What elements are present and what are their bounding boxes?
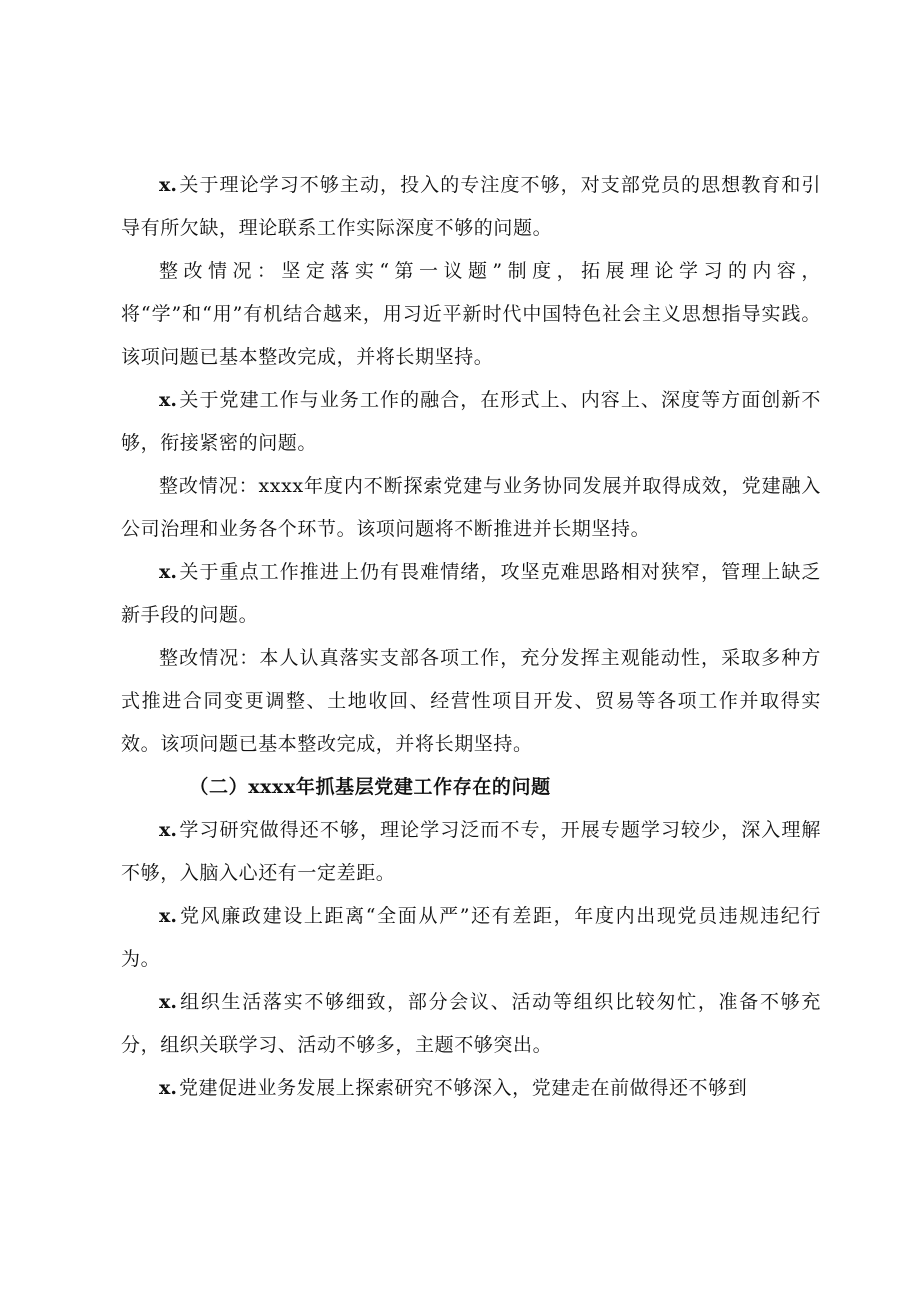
paragraph-text: 整改情况：坚定落实“第一议题”制度，拓展理论学习的内容，将“学”和“用”有机结合越来，用习近平新时代中国特色社会主义思想指导实践。该项问题已基本整改完成，并将长期坚持。 [121, 260, 821, 368]
paragraph-issue-key-work [121, 551, 821, 637]
item-number: x. [159, 389, 177, 411]
paragraph-text: 整改情况：本人认真落实支部各项工作，充分发挥主观能动性，采取多种方式推进合同变更调整、土地收回、经营性项目开发、贸易等各项工作并取得实效。该项问题已基本整改完成，并将长期坚持。 [121, 647, 821, 755]
paragraph-text: 关于重点工作推进上仍有畏难情绪，攻坚克难思路相对狭窄，管理上缺乏新手段的问题。 [121, 561, 821, 626]
paragraph-issue-study-research [121, 809, 821, 895]
section-heading-text: （二）xxxx年抓基层党建工作存在的问题 [189, 776, 551, 798]
paragraph-issue-party-promotes-business [121, 1067, 821, 1110]
item-number: x. [159, 991, 177, 1013]
section-heading [121, 766, 821, 809]
paragraph-text: 组织生活落实不够细致，部分会议、活动等组织比较匆忙，准备不够充分，组织关联学习、活动不够多，主题不够突出。 [121, 991, 821, 1056]
paragraph-text: 党建促进业务发展上探索研究不够深入，党建走在前做得还不够到 [178, 1077, 748, 1099]
item-number: x. [159, 174, 177, 196]
paragraph-text: 整改情况：xxxx年度内不断探索党建与业务协同发展并取得成效，党建融入公司治理和业务各个环节。该项问题将不断推进并长期坚持。 [121, 475, 821, 540]
item-number: x. [159, 819, 177, 841]
item-number: x. [159, 561, 177, 583]
item-number: x. [159, 905, 177, 927]
paragraph-rectification-integration [121, 465, 821, 551]
paragraph-text: 党风廉政建设上距离“全面从严”还有差距，年度内出现党员违规违纪行为。 [121, 905, 821, 970]
paragraph-text: 关于理论学习不够主动，投入的专注度不够，对支部党员的思想教育和引导有所欠缺，理论联系工作实际深度不够的问题。 [121, 174, 821, 239]
item-number: x. [159, 1077, 177, 1099]
paragraph-issue-clean-governance [121, 895, 821, 981]
document-body [121, 164, 821, 1110]
paragraph-rectification-key-work [121, 637, 821, 766]
paragraph-rectification-first-topic [121, 250, 821, 379]
paragraph-issue-theory-study [121, 164, 821, 250]
paragraph-issue-organizational-life [121, 981, 821, 1067]
paragraph-issue-party-business-integration [121, 379, 821, 465]
paragraph-text: 学习研究做得还不够，理论学习泛而不专，开展专题学习较少，深入理解不够，入脑入心还有一定差距。 [121, 819, 821, 884]
paragraph-text: 关于党建工作与业务工作的融合，在形式上、内容上、深度等方面创新不够，衔接紧密的问题。 [121, 389, 821, 454]
